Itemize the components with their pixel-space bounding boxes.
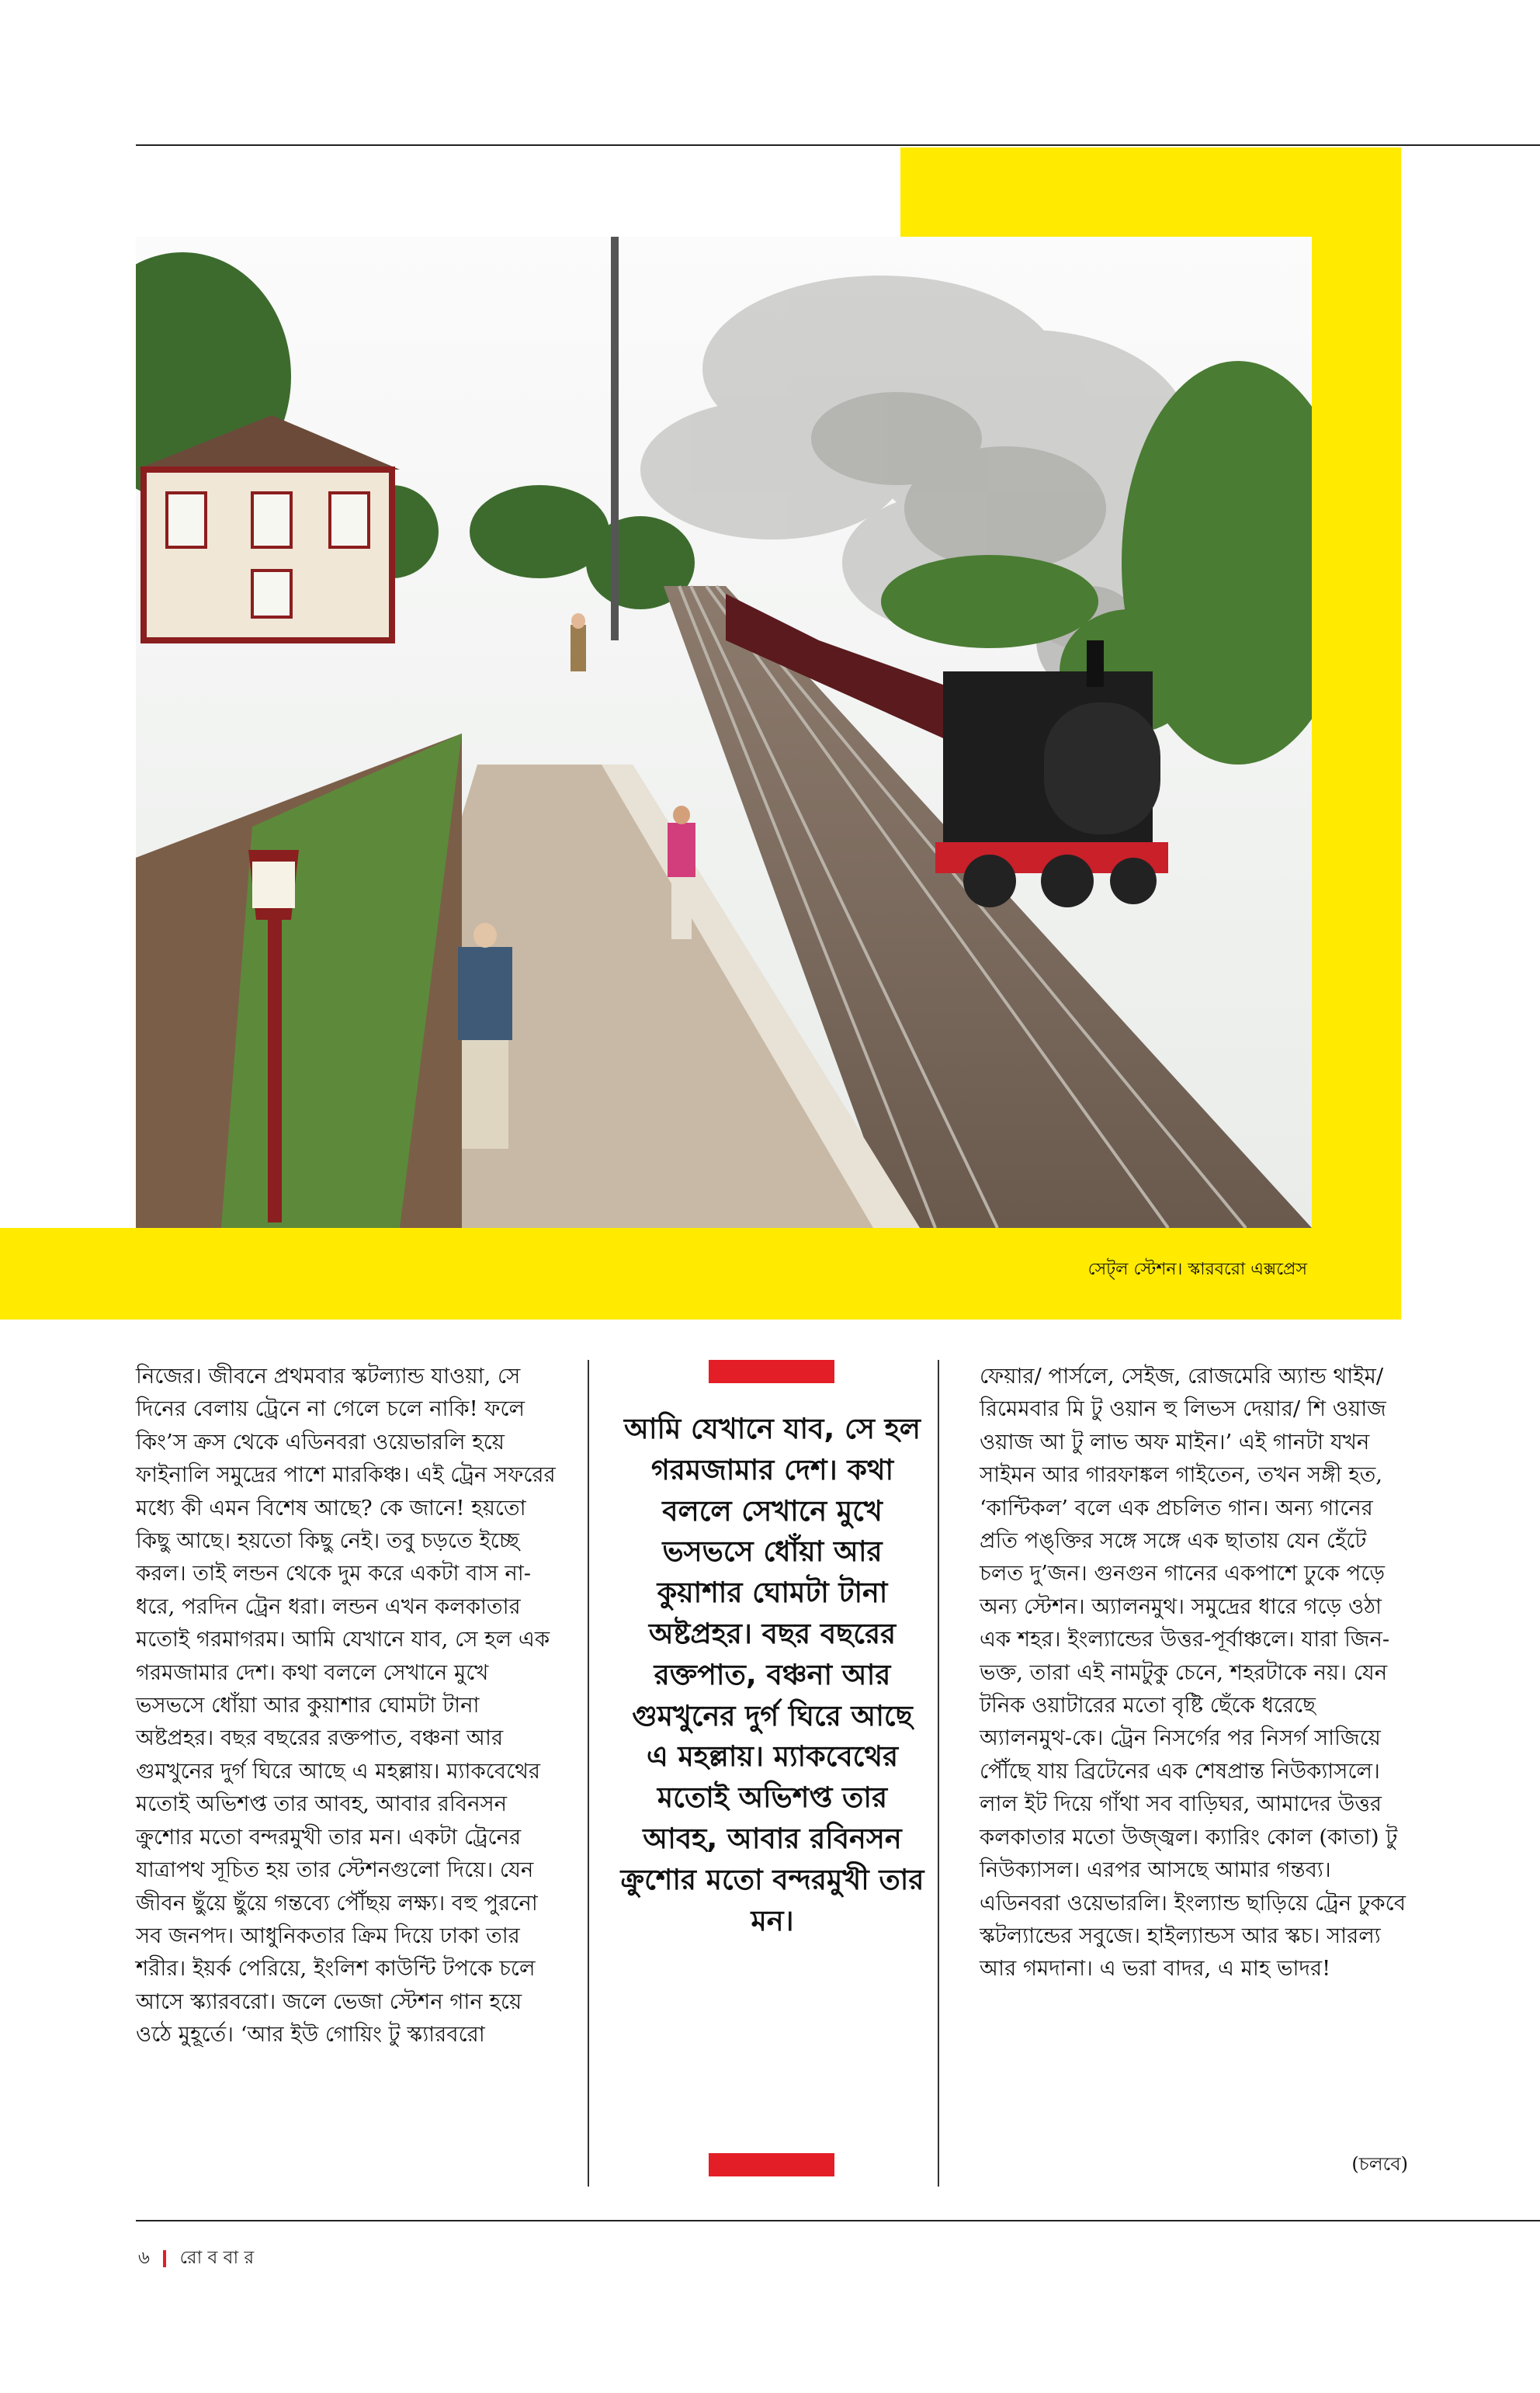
- left-column-text: নিজের। জীবনে প্রথমবার স্কটল্যান্ড যাওয়া, সে দিনের বেলায় ট্রেনে না গেলে চলে নাকি! ফলে কিং’স ক্রস থেকে এডিনবরা ওয়েভারলি হয়ে ফাইনালি সমুদ্রের পাশে মারকিঞ্চ। এই ট্রেন সফরের মধ্যে কী এমন বিশেষ আছে? কে জানে! হয়তো কিছু আছে। হয়তো কিছু নেই। তবু চড়তে ইচ্ছে করল। তাই লন্ডন থেকে দুম করে একটা বাস না-ধরে, পরদিন ট্রেন ধরা। লন্ডন এখন কলকাতার মতোই গরমাগরম। আমি যেখানে যাব, সে হল এক গরমজামার দেশ। কথা বললে সেখানে মুখে ভসভসে ধোঁয়া আর কুয়াশার ঘোমটা টানা অষ্টপ্রহর। বছর বছরের রক্তপাত, বঞ্চনা আর গুমখুনের দুর্গ ঘিরে আছে এ মহল্লায়। ম্যাকবেথের মতোই অভিশপ্ত তার আবহ, আবার রবিনসন ক্রুশোর মতো বন্দরমুখী তার মন। একটা ট্রেনের যাত্রাপথ সূচিত হয় তার স্টেশনগুলো দিয়ে। যেন জীবন ছুঁয়ে ছুঁয়ে গন্তব্যে পৌঁছয় লক্ষ্য। বহু পুরনো সব জনপদ। আধুনিকতার ক্রিম দিয়ে ঢাকা তার শরীর। ইয়র্ক পেরিয়ে, ইংলিশ কাউন্টি টপকে চলে আসে স্ক্যারবরো। জলে ভেজা স্টেশন গান হয়ে ওঠে মুহূর্তে। ‘আর ইউ গোয়িং টু স্ক্যারবরো: [136, 1364, 556, 2048]
- top-rule: [136, 144, 1540, 146]
- column-divider-left: [588, 1360, 589, 2187]
- column-divider-right: [938, 1360, 939, 2187]
- continued-note: (চলবে): [1351, 2153, 1408, 2175]
- page-number: ৬: [138, 2248, 150, 2268]
- article-right-column: [980, 1360, 1410, 1985]
- magazine-name: রো ব বা র: [179, 2248, 255, 2268]
- pull-quote-top-bar: [709, 1360, 834, 1383]
- right-column-text: ফেয়ার/ পার্সলে, সেইজ, রোজমেরি অ্যান্ড থাইম/ রিমেমবার মি টু ওয়ান হু লিভস দেয়ার/ শি ওয়াজ ওয়াজ আ টু লাভ অফ মাইন।’ এই গানটা যখন সাইমন আর গারফাঙ্কল গাইতেন, তখন সঙ্গী হত, ‘কান্টিকল’ বলে এক প্রচলিত গান। অন্য গানের প্রতি পঙ্‌ক্তির সঙ্গে সঙ্গে এক ছাতায় যেন হেঁটে চলত দু’জন। গুনগুন গানের একপাশে ঢুকে পড়ে অন্য স্টেশন। অ্যালনমুথ। সমুদ্রের ধারে গড়ে ওঠা এক শহর। ইংল্যান্ডের উত্তর-পূর্বাঞ্চলে। যারা জিন-ভক্ত, তারা এই নামটুকু চেনে, শহরটাকে নয়। যেন টনিক ওয়াটারের মতো বৃষ্টি ছেঁকে ধরেছে অ্যালনমুথ-কে। ট্রেন নিসর্গের পর নিসর্গ সাজিয়ে পৌঁছে যায় ব্রিটেনের এক শেষপ্রান্ত নিউক্যাসলে। লাল ইট দিয়ে গাঁথা সব বাড়িঘর, আমাদের উত্তর কলকাতার মতো উজ্জ্বল। ক্যারিং কোল (কাতা) টু নিউক্যাসল। এরপর আসছে আমার গন্তব্য। এডিনবরা ওয়েভারলি। ইংল্যান্ড ছাড়িয়ে ট্রেন ঢুকবে স্কটল্যান্ডের সবুজে। হাইল্যান্ডস আর স্কচ। সারল্য আর গমদানা। এ ভরা বাদর, এ মাহ ভাদর!: [980, 1364, 1406, 1982]
- footer-separator: [163, 2250, 166, 2267]
- page-footer: [138, 2243, 254, 2273]
- bottom-rule: [136, 2220, 1540, 2221]
- steam-train-photo: [136, 237, 1312, 1228]
- pull-quote-bottom-bar: [709, 2153, 834, 2176]
- photo-caption: সেট্‌ল স্টেশন। স্কারবরো এক্সপ্রেস: [1087, 1260, 1307, 1279]
- yellow-frame-side: [1312, 147, 1401, 1320]
- pull-quote: আমি যেখানে যাব, সে হল গরমজামার দেশ। কথা বললে সেখানে মুখে ভসভসে ধোঁয়া আর কুয়াশার ঘোমটা টানা অষ্টপ্রহর। বছর বছরের রক্তপাত, বঞ্চনা আর গুমখুনের দুর্গ ঘিরে আছে এ মহল্লায়। ম্যাকবেথের মতোই অভিশপ্ত তার আবহ, আবার রবিনসন ক্রুশোর মতো বন্দরমুখী তার মন।: [620, 1412, 924, 1937]
- article-left-column: [136, 1360, 559, 2051]
